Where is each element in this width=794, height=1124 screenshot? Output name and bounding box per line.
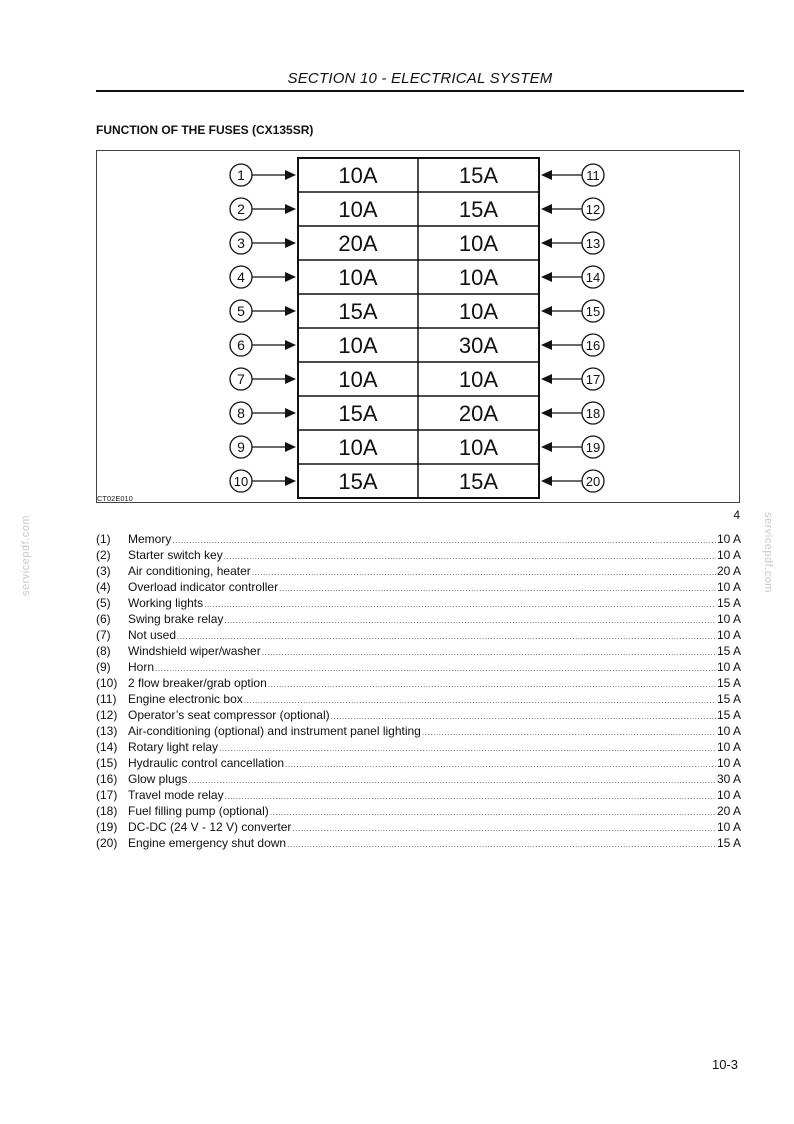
fuse-rating-right: 20A [458,401,499,426]
fuse-rating-left: 10A [338,435,378,460]
fuse-number: (17) [96,788,118,802]
fuse-arrow-head [541,476,552,486]
fuse-function: Swing brake relay [128,612,224,626]
watermark-right: servicepdf.com [762,512,774,593]
fuse-arrow-head [285,306,296,316]
fuse-list-row [96,723,741,739]
fuse-callout-number: 13 [585,236,601,251]
fuse-list-row [96,707,741,723]
fuse-function: Travel mode relay [128,788,224,802]
fuse-callout-number: 1 [237,167,245,183]
fuse-list-row [96,659,741,675]
fuse-rating-left: 20A [338,231,378,256]
fuse-amperage: 30 A [716,772,741,786]
fuse-rating-left: 15A [338,469,378,494]
fuse-callout-number: 9 [237,439,245,455]
fuse-rating-right: 10A [458,299,499,324]
fuse-function: Fuel filling pump (optional) [128,804,269,818]
fuse-list-row [96,675,741,691]
fuse-function: 2 flow breaker/grab option [128,676,267,690]
fuse-callout-number: 16 [585,338,601,353]
fuse-arrow-head [285,374,296,384]
fuse-function: Starter switch key [128,548,223,562]
fuse-function: Operator’s seat compressor (optional) [128,708,330,722]
fuse-rating-left: 15A [338,299,378,324]
dot-leader [285,757,716,773]
fuse-rating-right: 15A [458,469,499,494]
dot-leader [268,677,716,693]
fuse-list-row [96,595,741,611]
fuse-rating-right: 10A [458,435,499,460]
fuse-callout-number: 14 [585,270,601,285]
fuse-callout-number: 7 [237,371,245,387]
fuse-number: (12) [96,708,118,722]
watermark-left: servicepdf.com [20,515,32,596]
fuse-number: (20) [96,836,118,850]
fuse-rating-left: 10A [338,333,378,358]
section-heading: FUNCTION OF THE FUSES (CX135SR) [96,123,314,137]
fuse-number: (11) [96,692,117,706]
fuse-list-row [96,627,741,643]
fuse-amperage: 15 A [716,836,741,850]
fuse-number: (4) [96,580,111,594]
dot-leader [219,741,716,757]
fuse-amperage: 10 A [716,740,741,754]
fuse-callout-number: 4 [237,269,245,285]
fuse-rating-right: 10A [458,367,499,392]
fuse-callout-number: 5 [237,303,245,319]
fuse-number: (14) [96,740,118,754]
fuse-amperage: 15 A [716,596,741,610]
fuse-list-row [96,739,741,755]
dot-leader [422,725,716,741]
fuse-function: Working lights [128,596,204,610]
dot-leader [172,533,716,549]
fuse-number: (2) [96,548,111,562]
fuse-function: Rotary light relay [128,740,219,754]
fuse-rating-left: 10A [338,197,378,222]
dot-leader [287,837,716,853]
fuse-callout-number: 6 [237,337,245,353]
fuse-function: Air-conditioning (optional) and instrument panel lighting [128,724,421,738]
fuse-arrow-head [541,442,552,452]
fuse-amperage: 15 A [716,676,741,690]
fuse-arrow-head [541,272,552,282]
fuse-list-row [96,691,741,707]
fuse-amperage: 20 A [716,804,741,818]
page-number: 10-3 [711,1057,738,1072]
fuse-number: (8) [96,644,111,658]
dot-leader [225,789,716,805]
fuse-rating-right: 15A [458,163,499,188]
fuse-arrow-head [541,170,552,180]
fuse-arrow-head [541,238,552,248]
fuse-amperage: 10 A [716,788,741,802]
fuse-callout-number: 18 [585,406,601,421]
fuse-callout-number: 15 [585,304,601,319]
fuse-function: Glow plugs [128,772,188,786]
fuse-amperage: 15 A [716,692,741,706]
fuse-arrow-head [541,204,552,214]
fuse-arrow-head [541,408,552,418]
fuse-rating-left: 10A [338,367,378,392]
fuse-amperage: 15 A [716,708,741,722]
fuse-number: (7) [96,628,111,642]
fuse-amperage: 10 A [716,548,741,562]
dot-leader [292,821,716,837]
fuse-rating-left: 15A [338,401,378,426]
fuse-amperage: 10 A [716,628,741,642]
fuse-function: Overload indicator controller [128,580,279,594]
fuse-amperage: 15 A [716,644,741,658]
dot-leader [224,613,716,629]
fuse-list-row [96,611,741,627]
fuse-amperage: 10 A [716,532,741,546]
dot-leader [270,805,716,821]
fuse-arrow-head [285,340,296,350]
fuse-number: (9) [96,660,111,674]
fuse-arrow-head [285,408,296,418]
fuse-list-row [96,803,741,819]
fuse-number: (16) [96,772,118,786]
fuse-arrow-head [285,170,296,180]
fuse-arrow-head [541,306,552,316]
fuse-number: (3) [96,564,111,578]
fuse-list-row [96,643,741,659]
fuse-amperage: 10 A [716,612,741,626]
fuse-function-list [96,531,741,851]
fuse-callout-number: 11 [586,168,600,183]
fuse-function: Windshield wiper/washer [128,644,261,658]
fuse-list-row [96,787,741,803]
dot-leader [279,581,716,597]
fuse-function: Air conditioning, heater [128,564,251,578]
fuse-number: (6) [96,612,111,626]
fuse-rating-left: 10A [338,265,378,290]
fuse-rating-left: 10A [338,163,378,188]
figure-number: 4 [733,508,740,522]
fuse-list-row [96,579,741,595]
fuse-list-row [96,531,741,547]
fuse-box-diagram [0,0,794,520]
fuse-number: (19) [96,820,118,834]
fuse-callout-number: 8 [237,405,245,421]
fuse-arrow-head [285,238,296,248]
fuse-amperage: 20 A [716,564,741,578]
fuse-function: Memory [128,532,172,546]
fuse-number: (18) [96,804,118,818]
figure-code: CT02E010 [97,494,133,503]
fuse-callout-number: 2 [237,201,245,217]
dot-leader [224,549,716,565]
fuse-arrow-head [285,272,296,282]
dot-leader [188,773,716,789]
fuse-callout-number: 3 [237,235,245,251]
fuse-number: (10) [96,676,118,690]
dot-leader [262,645,716,661]
fuse-function: Hydraulic control cancellation [128,756,285,770]
fuse-amperage: 10 A [716,724,741,738]
fuse-list-row [96,771,741,787]
fuse-callout-number: 17 [585,372,601,387]
fuse-arrow-head [541,340,552,350]
fuse-rating-right: 10A [458,265,499,290]
fuse-callout-number: 19 [585,440,601,455]
fuse-function: Horn [128,660,155,674]
fuse-callout-number: 20 [585,474,601,489]
fuse-callout-number: 12 [585,202,601,217]
fuse-function: Not used [128,628,177,642]
fuse-arrow-head [285,442,296,452]
fuse-list-row [96,755,741,771]
fuse-function: Engine emergency shut down [128,836,287,850]
fuse-number: (13) [96,724,118,738]
fuse-amperage: 10 A [716,580,741,594]
fuse-list-row [96,819,741,835]
fuse-number: (15) [96,756,118,770]
fuse-list-row [96,563,741,579]
fuse-amperage: 10 A [716,660,741,674]
fuse-function: DC-DC (24 V - 12 V) converter [128,820,292,834]
fuse-number: (1) [96,532,111,546]
fuse-arrow-head [285,476,296,486]
dot-leader [204,597,716,613]
fuse-list-row [96,835,741,851]
fuse-list-row [96,547,741,563]
fuse-rating-right: 30A [458,333,499,358]
fuse-callout-number: 10 [233,474,249,489]
fuse-rating-right: 10A [458,231,499,256]
fuse-rating-right: 15A [458,197,499,222]
fuse-function: Engine electronic box [128,692,243,706]
fuse-amperage: 10 A [716,756,741,770]
dot-leader [252,565,716,581]
fuse-arrow-head [285,204,296,214]
fuse-number: (5) [96,596,111,610]
fuse-amperage: 10 A [716,820,741,834]
fuse-arrow-head [541,374,552,384]
section-header-title: SECTION 10 - ELECTRICAL SYSTEM [287,70,553,87]
